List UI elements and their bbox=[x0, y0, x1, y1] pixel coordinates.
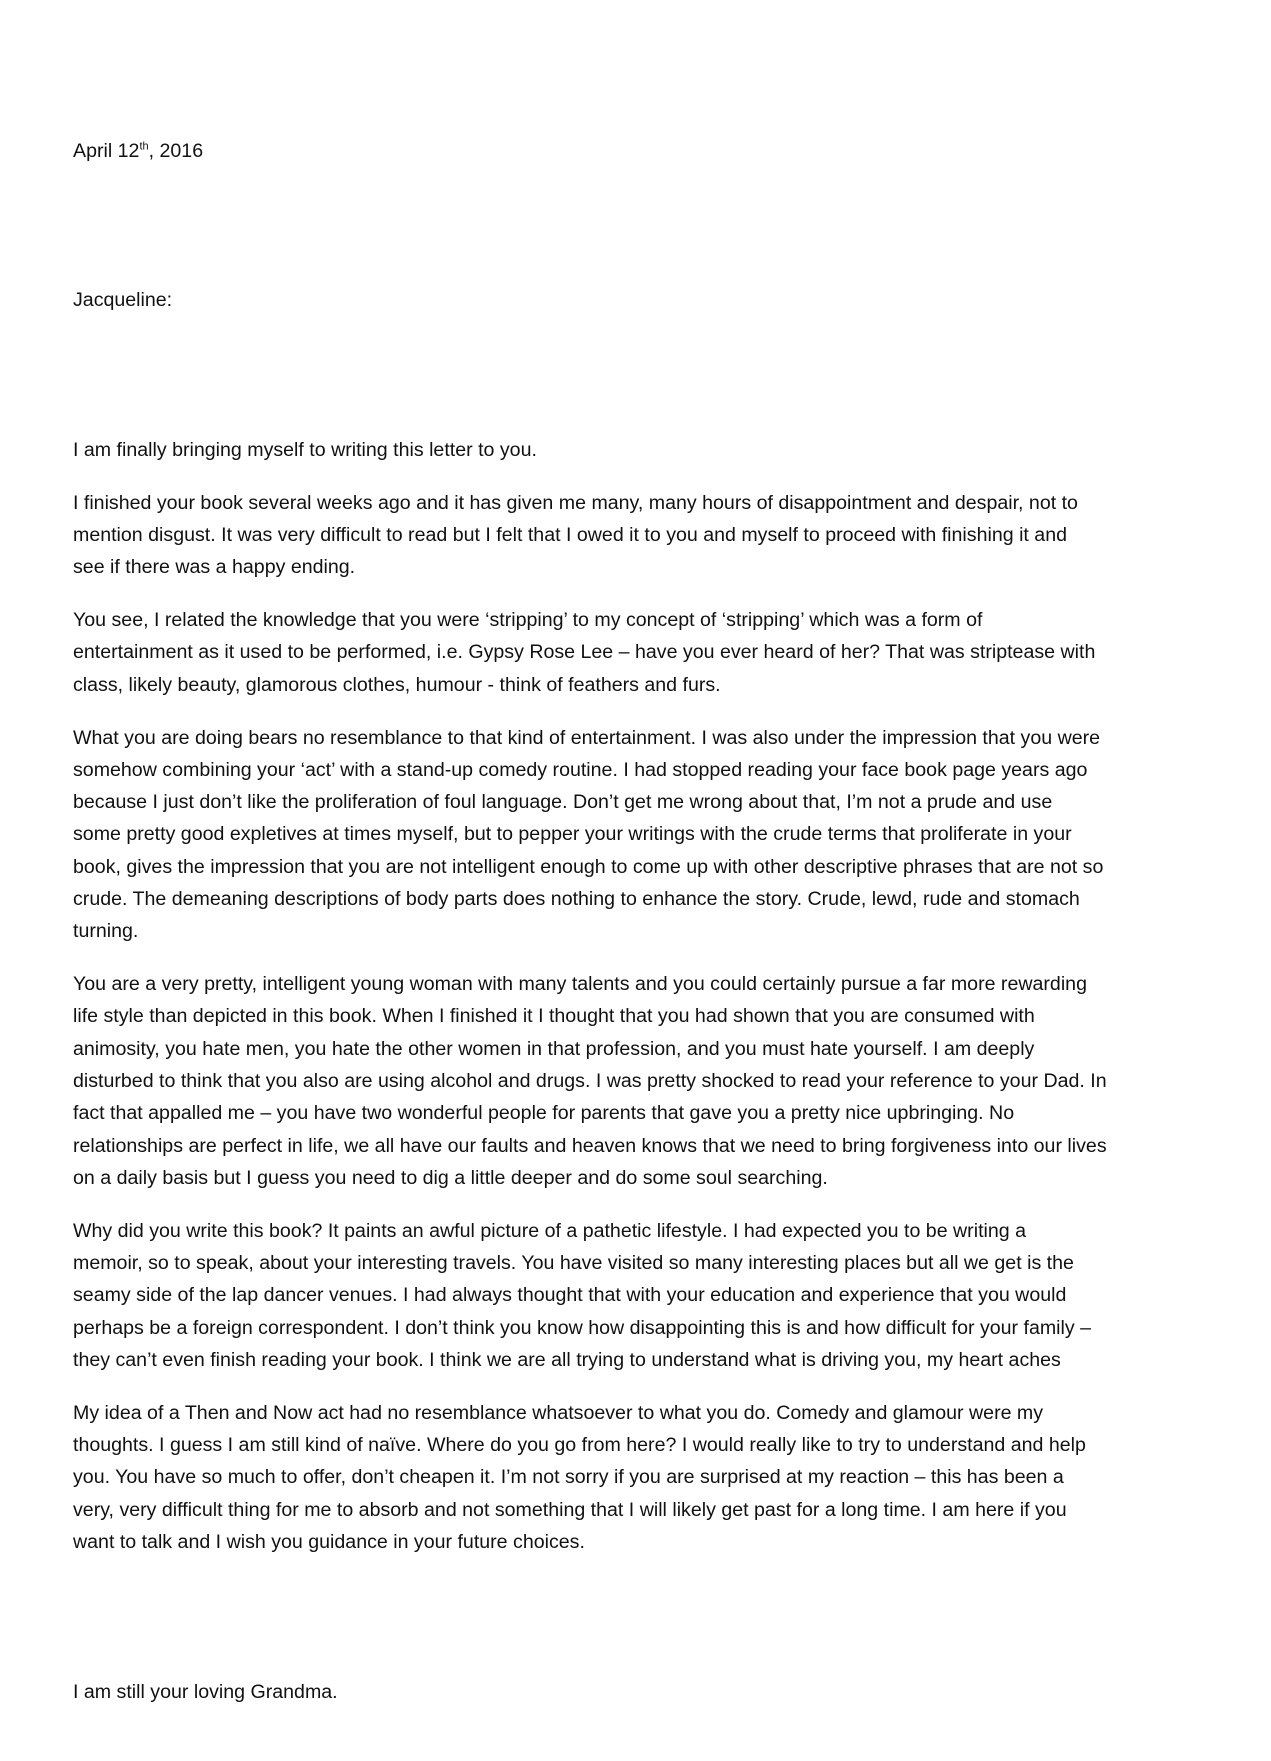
paragraph-line: they can’t even finish reading your book. I think we are all trying to understand what is driving you, my heart aches bbox=[73, 1348, 1061, 1371]
paragraph-line: you. You have so much to offer, don’t cheapen it. I’m not sorry if you are surprised at my reaction – this has been a bbox=[73, 1466, 1064, 1489]
paragraph-line: on a daily basis but I guess you need to dig a little deeper and do some soul searching. bbox=[73, 1166, 828, 1189]
paragraph-line: memoir, so to speak, about your interesting travels. You have visited so many interesting places but all we get is the bbox=[73, 1252, 1074, 1274]
paragraph-line: some pretty good expletives at times myself, but to pepper your writings with the crude terms that proliferate in your bbox=[73, 823, 1072, 846]
paragraph-line: turning. bbox=[73, 920, 139, 943]
body-paragraph bbox=[73, 722, 1208, 948]
letter-closing: I am still your loving Grandma. bbox=[73, 1680, 338, 1703]
letter-salutation: Jacqueline: bbox=[73, 289, 173, 312]
paragraph-line: perhaps be a foreign correspondent. I don’t think you know how disappointing this is and how difficult for your family – bbox=[73, 1316, 1092, 1339]
letter-document bbox=[73, 70, 1208, 1761]
paragraph-line: life style than depicted in this book. When I finished it I thought that you had shown that you are consumed with bbox=[73, 1005, 1035, 1028]
paragraph-line: entertainment as it used to be performed, i.e. Gypsy Rose Lee – have you ever heard of her? That was striptease with bbox=[73, 641, 1096, 664]
letter-date bbox=[73, 135, 1208, 167]
paragraph-line: class, likely beauty, glamorous clothes, humour - think of feathers and furs. bbox=[73, 673, 721, 696]
body-paragraph bbox=[73, 434, 1208, 466]
body-paragraph bbox=[73, 1215, 1208, 1376]
body-paragraph bbox=[73, 604, 1208, 701]
date-month-day: April 12 bbox=[73, 139, 140, 162]
paragraph-line: somehow combining your ‘act’ with a stand-up comedy routine. I had stopped reading your face book page years ago bbox=[73, 758, 1088, 781]
paragraph-line: What you are doing bears no resemblance to that kind of entertainment. I was also under the impression that you were bbox=[73, 726, 1101, 749]
paragraph-line: animosity, you hate men, you hate the other women in that profession, and you must hate yourself. I am deeply bbox=[73, 1037, 1035, 1060]
date-ordinal-suffix: th bbox=[139, 140, 149, 153]
paragraph-line: seamy side of the lap dancer venues. I had always thought that with your education and experience that you would bbox=[73, 1284, 1067, 1307]
paragraph-line: crude. The demeaning descriptions of body parts does nothing to enhance the story. Crude, lewd, rude and stomach bbox=[73, 888, 1080, 911]
paragraph-line: because I just don’t like the proliferation of foul language. Don’t get me wrong about that, I’m not a prude and use bbox=[73, 791, 1053, 814]
paragraph-line: mention disgust. It was very difficult to read but I felt that I owed it to you and myself to proceed with finishing it and bbox=[73, 524, 1067, 547]
date-year: , 2016 bbox=[148, 139, 204, 162]
paragraph-line: You see, I related the knowledge that you were ‘stripping’ to my concept of ‘stripping’ which was a form of bbox=[73, 609, 983, 632]
body-paragraph bbox=[73, 968, 1208, 1194]
paragraph-line: see if there was a happy ending. bbox=[73, 556, 356, 579]
paragraph-line: book, gives the impression that you are not intelligent enough to come up with other descriptive phrases that are not so bbox=[73, 855, 1104, 878]
paragraph-line: relationships are perfect in life, we all have our faults and heaven knows that we need to bring forgiveness into our lives bbox=[73, 1134, 1107, 1157]
paragraph-line: Why did you write this book? It paints an awful picture of a pathetic lifestyle. I had expected you to be writing a bbox=[73, 1219, 1026, 1242]
paragraph-line: You are a very pretty, intelligent young woman with many talents and you could certainly pursue a far more rewarding bbox=[73, 973, 1087, 996]
paragraph-line: thoughts. I guess I am still kind of naïve. Where do you go from here? I would really like to try to understand and help bbox=[73, 1433, 1086, 1456]
paragraph-line: My idea of a Then and Now act had no resemblance whatsoever to what you do. Comedy and glamour were my bbox=[73, 1401, 1044, 1424]
body-paragraph bbox=[73, 1397, 1208, 1558]
body-paragraph bbox=[73, 487, 1208, 584]
paragraph-line: I am finally bringing myself to writing this letter to you. bbox=[73, 438, 537, 461]
letter-body bbox=[73, 434, 1208, 1558]
paragraph-line: fact that appalled me – you have two wonderful people for parents that gave you a pretty nice upbringing. No bbox=[73, 1102, 1015, 1125]
paragraph-line: want to talk and I wish you guidance in your future choices. bbox=[73, 1530, 585, 1553]
paragraph-line: I finished your book several weeks ago and it has given me many, many hours of disappointment and despair, not to bbox=[73, 491, 1078, 514]
paragraph-line: very, very difficult thing for me to absorb and not something that I will likely get past for a long time. I am here if you bbox=[73, 1498, 1067, 1521]
paragraph-line: disturbed to think that you also are using alcohol and drugs. I was pretty shocked to read your reference to your Dad. In bbox=[73, 1070, 1107, 1093]
